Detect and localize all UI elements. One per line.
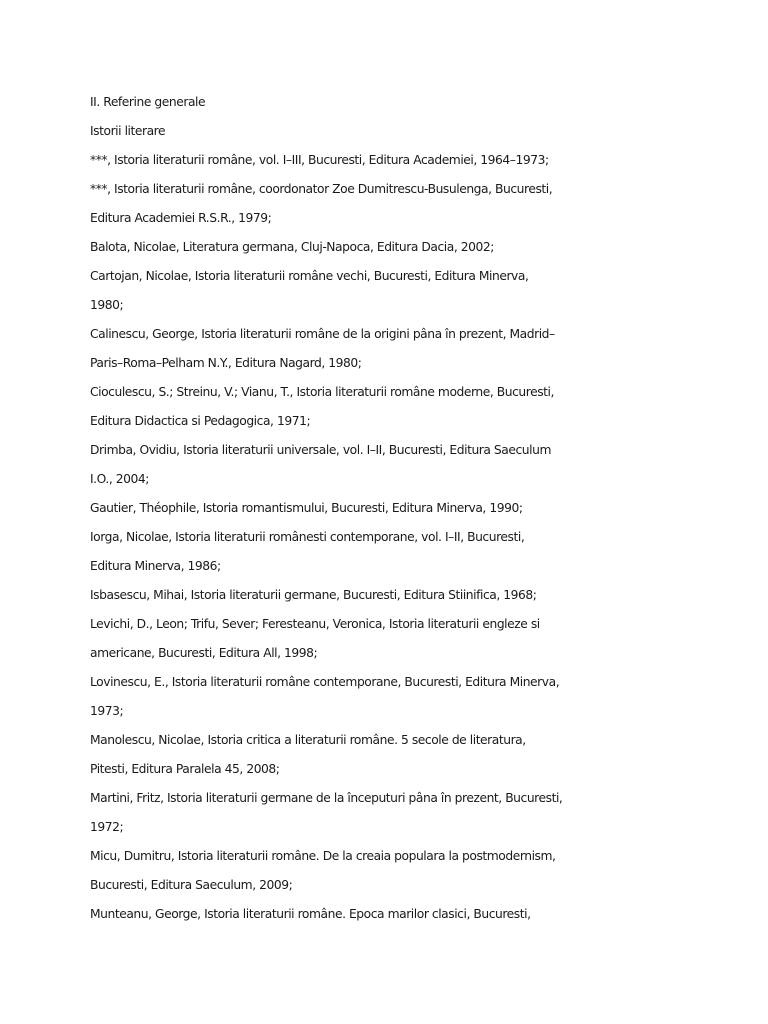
bibliography-line: Gautier, Théophile, Istoria romantismului, Bucuresti, Editura Minerva, 1990; bbox=[90, 501, 523, 515]
bibliography-line: Iorga, Nicolae, Istoria literaturii românesti contemporane, vol. I–II, Bucuresti, bbox=[90, 530, 525, 544]
bibliography-line: Munteanu, George, Istoria literaturii române. Epoca marilor clasici, Bucuresti, bbox=[90, 907, 531, 921]
bibliography-line: Cioculescu, S.; Streinu, V.; Vianu, T., Istoria literaturii române moderne, Bucuresti, bbox=[90, 385, 554, 399]
bibliography-line: 1972; bbox=[90, 820, 124, 834]
bibliography-line: I.O., 2004; bbox=[90, 472, 149, 486]
bibliography-line: Editura Minerva, 1986; bbox=[90, 559, 221, 573]
section-heading: II. Referine generale bbox=[90, 95, 206, 109]
bibliography-line: Editura Didactica si Pedagogica, 1971; bbox=[90, 414, 311, 428]
bibliography-line: Lovinescu, E., Istoria literaturii române contemporane, Bucuresti, Editura Minerva, bbox=[90, 675, 560, 689]
bibliography-line: 1973; bbox=[90, 704, 124, 718]
bibliography-line: Calinescu, George, Istoria literaturii române de la origini pâna în prezent, Madrid– bbox=[90, 327, 555, 341]
bibliography-line: Pitesti, Editura Paralela 45, 2008; bbox=[90, 762, 280, 776]
bibliography-line: Balota, Nicolae, Literatura germana, Cluj-Napoca, Editura Dacia, 2002; bbox=[90, 240, 494, 254]
bibliography-line: Martini, Fritz, Istoria literaturii germane de la începuturi pâna în prezent, Bucuresti, bbox=[90, 791, 563, 805]
bibliography-line: Bucuresti, Editura Saeculum, 2009; bbox=[90, 878, 293, 892]
bibliography-line: ***, Istoria literaturii române, coordonator Zoe Dumitrescu-Busulenga, Bucuresti, bbox=[90, 182, 553, 196]
bibliography-line: 1980; bbox=[90, 298, 124, 312]
bibliography-line: Paris–Roma–Pelham N.Y., Editura Nagard, 1980; bbox=[90, 356, 362, 370]
subsection-heading: Istorii literare bbox=[90, 124, 166, 138]
bibliography-line: Drimba, Ovidiu, Istoria literaturii universale, vol. I–II, Bucuresti, Editura Saeculum bbox=[90, 443, 551, 457]
bibliography-line: americane, Bucuresti, Editura All, 1998; bbox=[90, 646, 318, 660]
bibliography-line: Editura Academiei R.S.R., 1979; bbox=[90, 211, 272, 225]
bibliography-section bbox=[90, 89, 590, 930]
bibliography-line: Levichi, D., Leon; Trifu, Sever; Feresteanu, Veronica, Istoria literaturii engleze si bbox=[90, 617, 540, 631]
bibliography-line: Manolescu, Nicolae, Istoria critica a literaturii române. 5 secole de literatura, bbox=[90, 733, 526, 747]
bibliography-line: Cartojan, Nicolae, Istoria literaturii române vechi, Bucuresti, Editura Minerva, bbox=[90, 269, 529, 283]
bibliography-line: Isbasescu, Mihai, Istoria literaturii germane, Bucuresti, Editura Stiinifica, 1968; bbox=[90, 588, 537, 602]
bibliography-line: ***, Istoria literaturii române, vol. I–III, Bucuresti, Editura Academiei, 1964–1973; bbox=[90, 153, 549, 167]
bibliography-line: Micu, Dumitru, Istoria literaturii române. De la creaia populara la postmodernism, bbox=[90, 849, 556, 863]
